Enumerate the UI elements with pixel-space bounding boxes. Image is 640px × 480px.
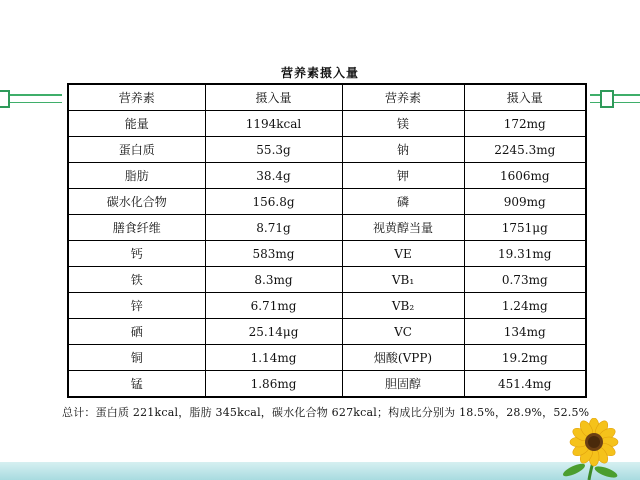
cell-intake-1: 55.3g [205,137,342,163]
table-row [68,319,586,345]
cell-nutrient-1: 脂肪 [68,163,205,189]
cell-intake-2: 451.4mg [464,371,586,398]
cell-nutrient-2: VB₁ [342,267,464,293]
cell-intake-1: 156.8g [205,189,342,215]
table-header-row [68,84,586,111]
cell-intake-1: 6.71mg [205,293,342,319]
table-row [68,293,586,319]
cell-nutrient-2: 视黄醇当量 [342,215,464,241]
header-nutrient-2: 营养素 [342,84,464,111]
cell-intake-2: 19.31mg [464,241,586,267]
left-decor-box [0,90,10,108]
cell-intake-1: 8.71g [205,215,342,241]
cell-nutrient-2: 镁 [342,111,464,137]
cell-nutrient-1: 锰 [68,371,205,398]
table-title: 营养素摄入量 [280,66,359,80]
cell-nutrient-2: 钠 [342,137,464,163]
header-intake-1: 摄入量 [205,84,342,111]
header-intake-2: 摄入量 [464,84,586,111]
table-row [68,267,586,293]
table-row [68,241,586,267]
table-row [68,371,586,398]
table-row [68,111,586,137]
cell-nutrient-1: 铁 [68,267,205,293]
table-row [68,189,586,215]
cell-intake-2: 172mg [464,111,586,137]
cell-intake-2: 1.24mg [464,293,586,319]
cell-intake-1: 8.3mg [205,267,342,293]
cell-nutrient-1: 碳水化合物 [68,189,205,215]
cell-nutrient-1: 铜 [68,345,205,371]
cell-intake-1: 38.4g [205,163,342,189]
cell-nutrient-2: 烟酸(VPP) [342,345,464,371]
cell-nutrient-1: 膳食纤维 [68,215,205,241]
cell-nutrient-1: 钙 [68,241,205,267]
right-decor-line-top [590,94,640,96]
cell-intake-1: 583mg [205,241,342,267]
table-row [68,345,586,371]
table-row [68,163,586,189]
cell-intake-2: 1606mg [464,163,586,189]
cell-intake-1: 1.14mg [205,345,342,371]
cell-nutrient-1: 蛋白质 [68,137,205,163]
cell-intake-2: 19.2mg [464,345,586,371]
sunflower-icon [548,418,628,480]
cell-nutrient-2: VB₂ [342,293,464,319]
cell-intake-1: 1.86mg [205,371,342,398]
cell-nutrient-1: 能量 [68,111,205,137]
cell-nutrient-2: 磷 [342,189,464,215]
cell-intake-2: 0.73mg [464,267,586,293]
cell-intake-1: 1194kcal [205,111,342,137]
cell-nutrient-1: 硒 [68,319,205,345]
summary-footnote: 总计：蛋白质 221kcal，脂肪 345kcal，碳水化合物 627kcal；构成比分别为 18.5%，28.9%，52.5% [62,406,590,419]
cell-intake-2: 2245.3mg [464,137,586,163]
bottom-band [0,462,640,480]
table-body [68,84,586,397]
cell-nutrient-2: 钾 [342,163,464,189]
table-row [68,215,586,241]
cell-nutrient-2: 胆固醇 [342,371,464,398]
cell-nutrient-2: VC [342,319,464,345]
cell-intake-2: 909mg [464,189,586,215]
right-decor-line-bottom [590,102,640,103]
cell-intake-1: 25.14μg [205,319,342,345]
right-decor-box [600,90,614,108]
table-row [68,137,586,163]
nutrient-intake-table [67,83,587,398]
header-nutrient-1: 营养素 [68,84,205,111]
cell-nutrient-1: 锌 [68,293,205,319]
cell-intake-2: 1751μg [464,215,586,241]
cell-intake-2: 134mg [464,319,586,345]
cell-nutrient-2: VE [342,241,464,267]
